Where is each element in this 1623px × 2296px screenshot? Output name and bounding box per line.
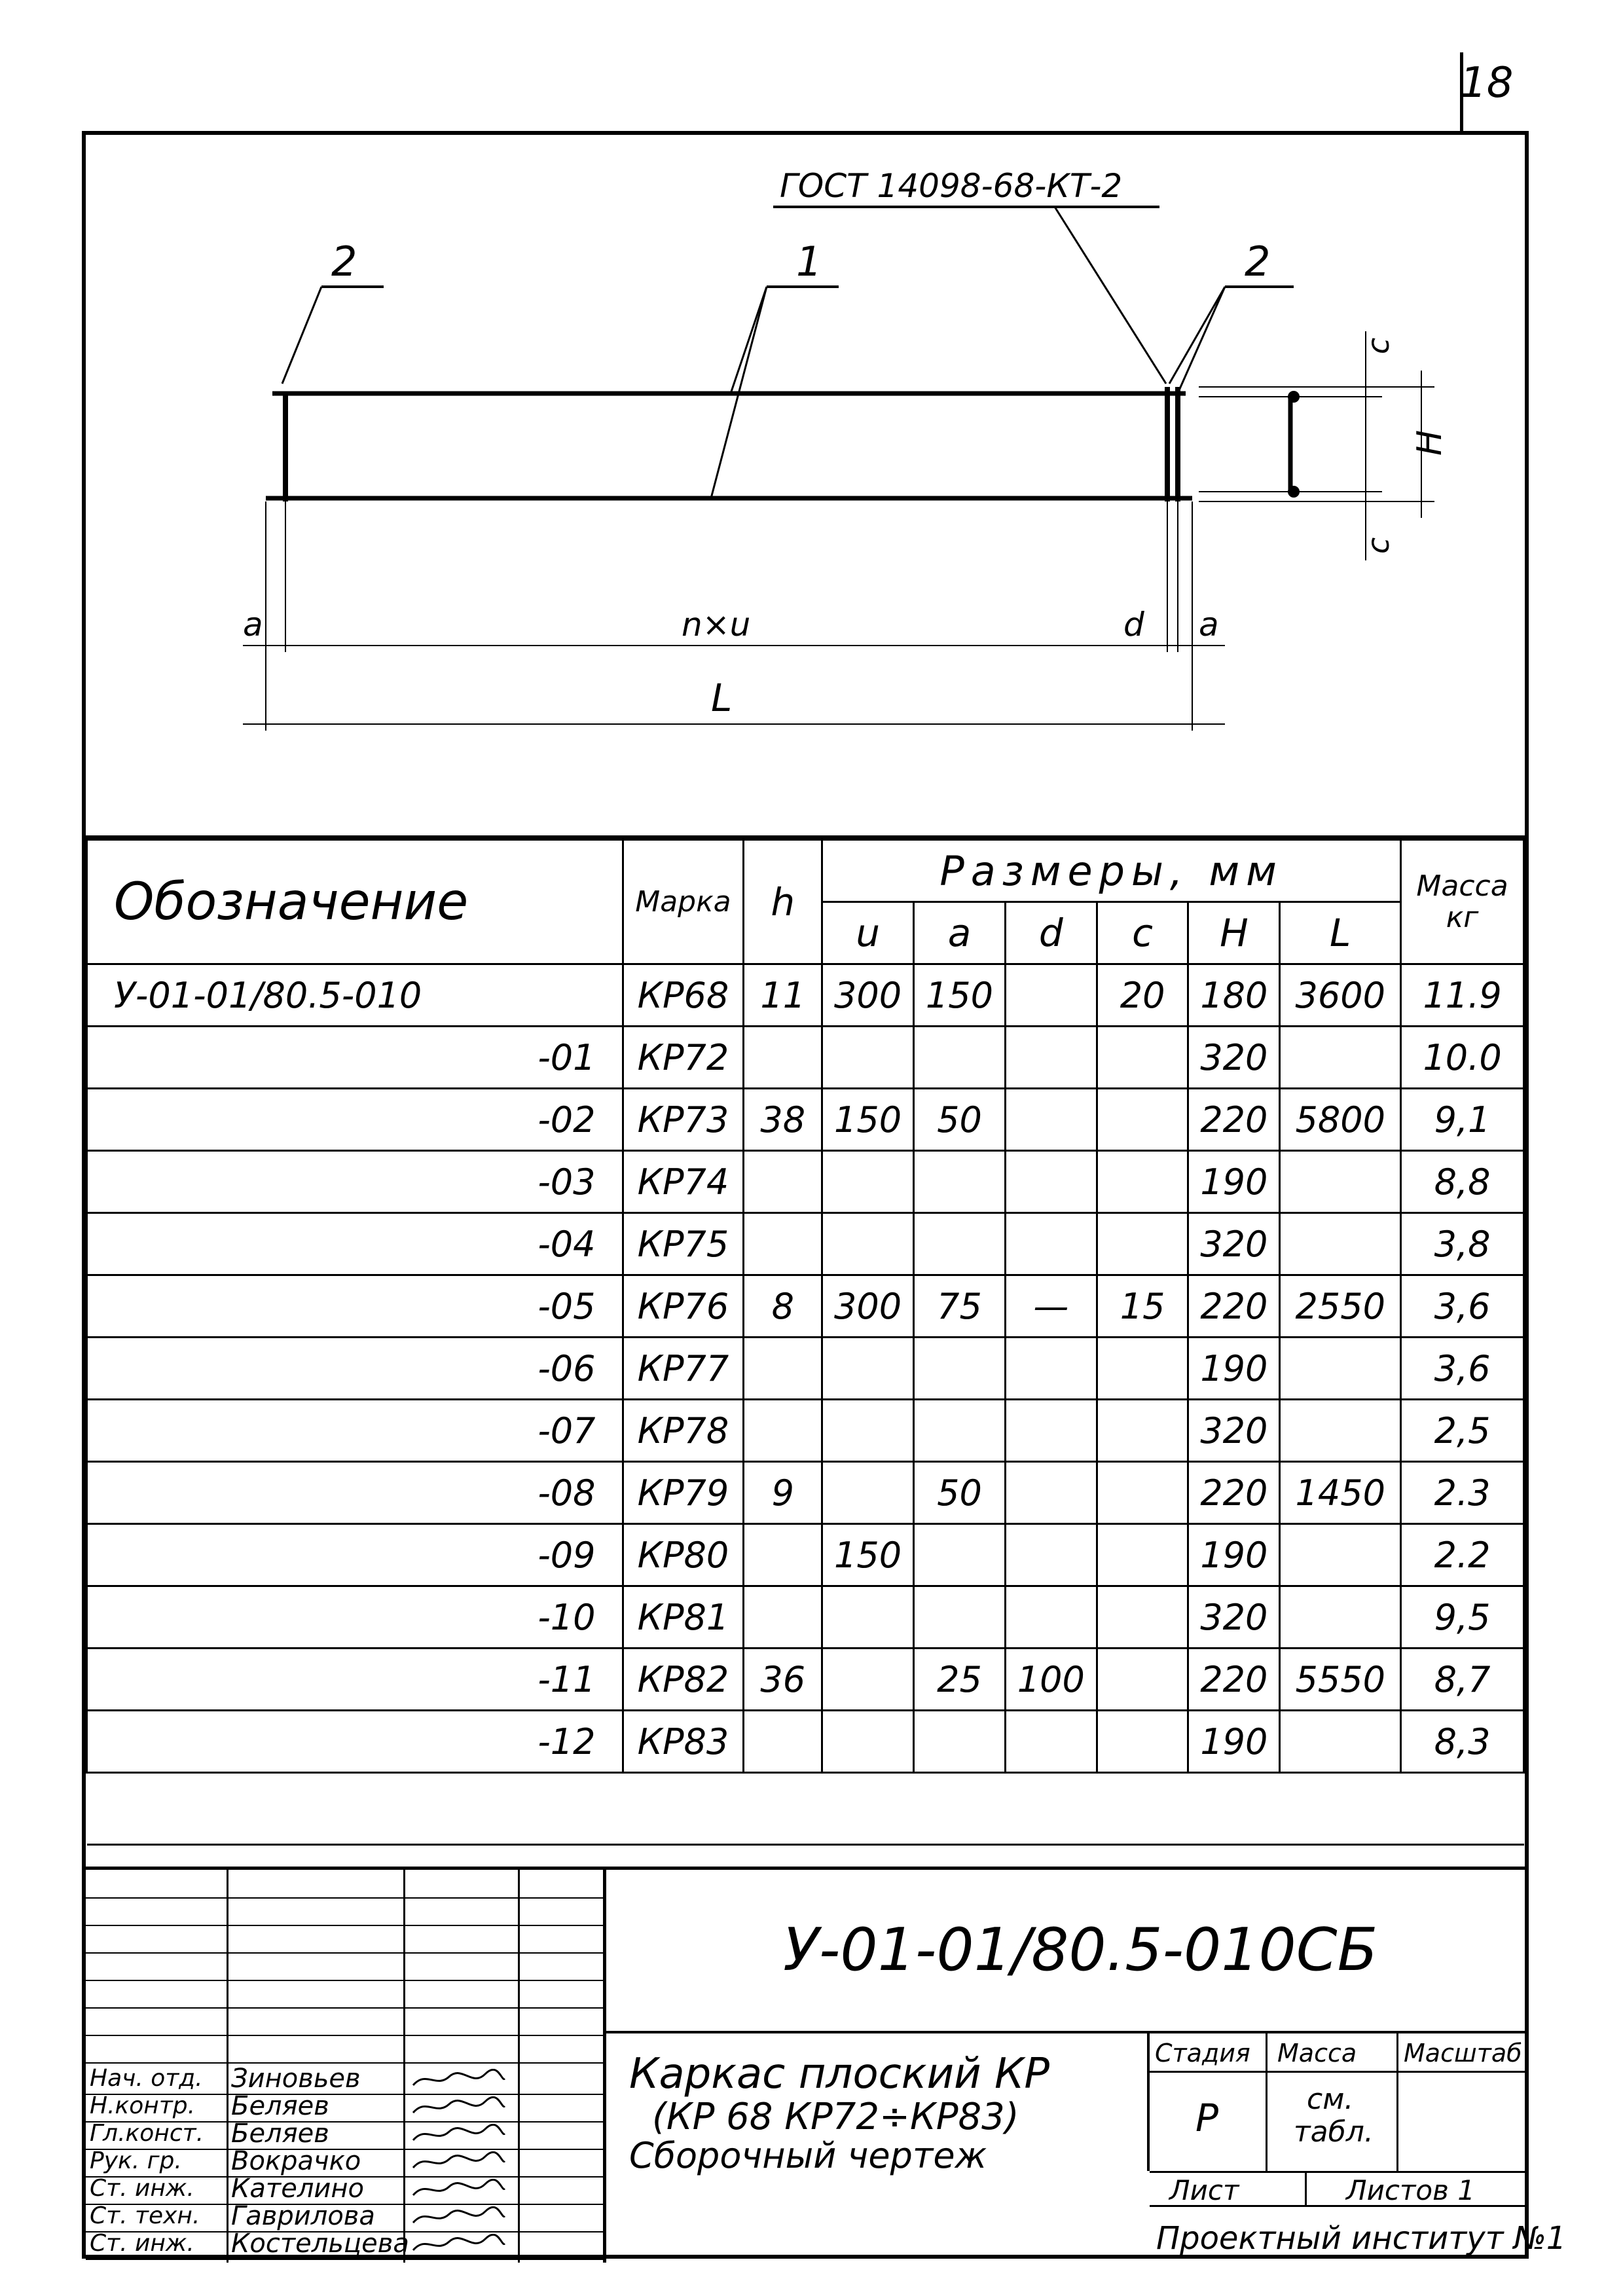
cell-designation: -11 xyxy=(87,1649,623,1711)
tb-name: Зиновьев xyxy=(231,2064,361,2094)
cell-designation: -12 xyxy=(87,1711,623,1773)
title-line-2: (КР 68 КР72÷КР83) xyxy=(652,2096,1019,2138)
cell-L: 5550 xyxy=(1280,1649,1401,1711)
mass-label: Масса xyxy=(1277,2039,1357,2068)
table-row xyxy=(87,1275,1524,1338)
cell-designation: -10 xyxy=(87,1586,623,1649)
cell-a xyxy=(914,1400,1006,1462)
cell-mark: КР78 xyxy=(623,1400,744,1462)
cell-H: 190 xyxy=(1188,1151,1280,1213)
cell-mass: 8,3 xyxy=(1401,1711,1524,1773)
cell-mark: КР81 xyxy=(623,1586,744,1649)
cell-H: 190 xyxy=(1188,1338,1280,1400)
cell-L xyxy=(1280,1400,1401,1462)
frame-drawing xyxy=(86,135,1525,835)
signature-mark xyxy=(410,2069,508,2094)
cell-mark: КР79 xyxy=(623,1462,744,1524)
dim-H: H xyxy=(1410,429,1450,456)
cell-c: 15 xyxy=(1097,1275,1188,1338)
cell-L: 2550 xyxy=(1280,1275,1401,1338)
cell-u: 300 xyxy=(822,964,914,1027)
cell-c xyxy=(1097,1711,1188,1773)
signature-mark xyxy=(410,2096,508,2121)
cell-u xyxy=(822,1338,914,1400)
cell-mass: 9,1 xyxy=(1401,1089,1524,1151)
cell-h xyxy=(744,1151,822,1213)
cell-h xyxy=(744,1338,822,1400)
cell-c xyxy=(1097,1089,1188,1151)
cell-mark: КР77 xyxy=(623,1338,744,1400)
cell-c xyxy=(1097,1027,1188,1089)
cell-mass: 3,6 xyxy=(1401,1275,1524,1338)
title-block-main xyxy=(603,1870,1567,2263)
cell-mark: КР83 xyxy=(623,1711,744,1773)
drawing-frame xyxy=(82,131,1567,2259)
cell-mark: КР72 xyxy=(623,1027,744,1089)
cell-u xyxy=(822,1462,914,1524)
table-row xyxy=(87,1089,1524,1151)
signature-mark xyxy=(410,2206,508,2231)
cell-a: 150 xyxy=(914,964,1006,1027)
cell-c xyxy=(1097,1213,1188,1275)
cell-H: 320 xyxy=(1188,1213,1280,1275)
cell-a xyxy=(914,1213,1006,1275)
dim-a-right: a xyxy=(1199,606,1219,644)
table-row xyxy=(87,1027,1524,1089)
mass-value-2: табл. xyxy=(1294,2115,1374,2149)
cell-designation: -06 xyxy=(87,1338,623,1400)
tb-role-row xyxy=(86,2231,603,2260)
cell-a xyxy=(914,1586,1006,1649)
cell-d xyxy=(1005,1586,1097,1649)
cell-h xyxy=(744,1524,822,1586)
header-h: h xyxy=(744,840,822,964)
cell-d xyxy=(1005,1089,1097,1151)
cell-u xyxy=(822,1649,914,1711)
cell-mass: 9,5 xyxy=(1401,1586,1524,1649)
cell-a: 25 xyxy=(914,1649,1006,1711)
cell-L xyxy=(1280,1213,1401,1275)
cell-mass: 3,6 xyxy=(1401,1338,1524,1400)
cell-u: 300 xyxy=(822,1275,914,1338)
cell-mass: 11.9 xyxy=(1401,964,1524,1027)
cell-a xyxy=(914,1027,1006,1089)
specification-table xyxy=(86,839,1525,1846)
sheets-label: Листов 1 xyxy=(1346,2174,1475,2206)
dim-d: d xyxy=(1123,606,1144,644)
cell-H: 220 xyxy=(1188,1649,1280,1711)
specification-rows xyxy=(87,964,1524,1845)
tb-empty-row xyxy=(86,2007,603,2036)
header-L: L xyxy=(1280,902,1401,964)
spacer-cell xyxy=(87,1773,1524,1845)
cell-u xyxy=(822,1711,914,1773)
cell-H: 180 xyxy=(1188,964,1280,1027)
cell-d xyxy=(1005,1338,1097,1400)
cell-a xyxy=(914,1338,1006,1400)
cell-L xyxy=(1280,1151,1401,1213)
title-block xyxy=(86,1867,1567,2266)
cell-designation: -03 xyxy=(87,1151,623,1213)
tb-empty-row xyxy=(86,1952,603,1981)
cell-c xyxy=(1097,1338,1188,1400)
cell-mass: 3,8 xyxy=(1401,1213,1524,1275)
dim-c-bottom: c xyxy=(1360,537,1396,554)
cell-mark: КР82 xyxy=(623,1649,744,1711)
dim-nxu: n×u xyxy=(682,606,751,644)
cell-H: 190 xyxy=(1188,1711,1280,1773)
callout-2-left: 2 xyxy=(331,238,357,285)
doc-code: У-01-01/80.5-010СБ xyxy=(783,1916,1378,1984)
cell-u xyxy=(822,1027,914,1089)
callout-2-right-leader-b xyxy=(1179,287,1225,390)
signature-mark xyxy=(410,2234,508,2259)
table-row xyxy=(87,1462,1524,1524)
dim-a-left: a xyxy=(243,606,263,644)
tb-role: Н.контр. xyxy=(90,2092,196,2119)
cell-designation: У-01-01/80.5-010 xyxy=(87,964,623,1027)
header-d: d xyxy=(1005,902,1097,964)
cell-c xyxy=(1097,1524,1188,1586)
tb-role: Гл.конст. xyxy=(90,2120,204,2147)
cell-mass: 2.2 xyxy=(1401,1524,1524,1586)
cell-designation: -04 xyxy=(87,1213,623,1275)
callout-2-left-leader xyxy=(282,287,321,384)
cell-u xyxy=(822,1213,914,1275)
cell-u xyxy=(822,1586,914,1649)
table-spacer-row xyxy=(87,1773,1524,1845)
cell-L xyxy=(1280,1586,1401,1649)
table-row xyxy=(87,1711,1524,1773)
tb-empty-row xyxy=(86,1870,603,1899)
cell-H: 190 xyxy=(1188,1524,1280,1586)
tb-name: Кателино xyxy=(231,2174,365,2204)
tb-empty-row xyxy=(86,1925,603,1954)
cell-mass: 8,7 xyxy=(1401,1649,1524,1711)
cell-L xyxy=(1280,1027,1401,1089)
cell-L xyxy=(1280,1338,1401,1400)
cell-designation: -07 xyxy=(87,1400,623,1462)
header-sizes: Размеры, мм xyxy=(822,840,1401,902)
cell-u: 150 xyxy=(822,1524,914,1586)
specification-table-area xyxy=(86,835,1525,1762)
cell-a: 50 xyxy=(914,1462,1006,1524)
table-row xyxy=(87,1524,1524,1586)
cell-a xyxy=(914,1151,1006,1213)
table-row xyxy=(87,1213,1524,1275)
cell-mass: 8,8 xyxy=(1401,1151,1524,1213)
cell-L: 5800 xyxy=(1280,1089,1401,1151)
cell-h: 38 xyxy=(744,1089,822,1151)
stage-label: Стадия xyxy=(1155,2039,1250,2068)
cell-mass: 2,5 xyxy=(1401,1400,1524,1462)
dim-L: L xyxy=(711,676,733,720)
cell-a xyxy=(914,1524,1006,1586)
gost-label: ГОСТ 14098-68-КТ-2 xyxy=(780,167,1123,205)
header-a: a xyxy=(914,902,1006,964)
cell-d xyxy=(1005,1151,1097,1213)
tb-name: Гаврилова xyxy=(231,2201,375,2231)
stage-value: Р xyxy=(1195,2096,1218,2140)
cell-c xyxy=(1097,1462,1188,1524)
cell-h xyxy=(744,1711,822,1773)
cell-c xyxy=(1097,1400,1188,1462)
cell-L xyxy=(1280,1524,1401,1586)
title-line-1: Каркас плоский КР xyxy=(629,2050,1049,2098)
cell-d xyxy=(1005,1400,1097,1462)
title-line-3: Сборочный чертеж xyxy=(629,2135,987,2176)
cell-c: 20 xyxy=(1097,964,1188,1027)
cell-H: 320 xyxy=(1188,1400,1280,1462)
cell-d xyxy=(1005,1711,1097,1773)
cell-d xyxy=(1005,1524,1097,1586)
cell-d xyxy=(1005,1462,1097,1524)
cell-h: 36 xyxy=(744,1649,822,1711)
gost-leader xyxy=(1055,207,1166,384)
callout-2-right-leader-a xyxy=(1169,287,1225,384)
cell-h: 11 xyxy=(744,964,822,1027)
cell-mark: КР75 xyxy=(623,1213,744,1275)
cell-mark: КР80 xyxy=(623,1524,744,1586)
cell-h: 8 xyxy=(744,1275,822,1338)
header-mass-unit: кг xyxy=(1446,900,1479,934)
tb-empty-row xyxy=(86,2035,603,2064)
cell-a xyxy=(914,1711,1006,1773)
tb-name: Беляев xyxy=(231,2119,329,2149)
cell-H: 220 xyxy=(1188,1089,1280,1151)
cell-d: — xyxy=(1005,1275,1097,1338)
cell-d xyxy=(1005,1027,1097,1089)
tb-name: Костельцева xyxy=(231,2229,409,2259)
header-mark: Марка xyxy=(623,840,744,964)
cell-c xyxy=(1097,1649,1188,1711)
signature-mark xyxy=(410,2124,508,2149)
cell-c xyxy=(1097,1151,1188,1213)
scale-label: Масштаб xyxy=(1404,2039,1522,2068)
cell-u xyxy=(822,1400,914,1462)
callout-2-right: 2 xyxy=(1245,238,1271,285)
cell-H: 320 xyxy=(1188,1027,1280,1089)
tb-name: Вокрачко xyxy=(231,2146,361,2176)
cell-L: 1450 xyxy=(1280,1462,1401,1524)
tb-name: Беляев xyxy=(231,2091,329,2121)
cell-designation: -01 xyxy=(87,1027,623,1089)
callout-1: 1 xyxy=(796,238,822,285)
tb-role: Рук. гр. xyxy=(90,2147,182,2174)
tb-empty-row xyxy=(86,1897,603,1926)
table-row xyxy=(87,964,1524,1027)
tb-role: Ст. техн. xyxy=(90,2202,200,2229)
table-row xyxy=(87,1338,1524,1400)
dim-c-top: c xyxy=(1360,337,1396,354)
callout-1-leader-a xyxy=(731,287,767,393)
sheet-label: Лист xyxy=(1169,2174,1239,2206)
header-designation: Обозначение xyxy=(87,840,623,964)
cell-a: 75 xyxy=(914,1275,1006,1338)
cell-mark: КР73 xyxy=(623,1089,744,1151)
table-row xyxy=(87,1151,1524,1213)
cell-h xyxy=(744,1027,822,1089)
header-mass-label: Масса xyxy=(1416,869,1508,903)
cell-u: 150 xyxy=(822,1089,914,1151)
cell-H: 320 xyxy=(1188,1586,1280,1649)
table-row xyxy=(87,1400,1524,1462)
cell-h xyxy=(744,1586,822,1649)
cell-designation: -05 xyxy=(87,1275,623,1338)
organization: Проектный институт №1 xyxy=(1156,2220,1567,2257)
drawing-area xyxy=(86,135,1525,835)
table-row xyxy=(87,1586,1524,1649)
cell-d: 100 xyxy=(1005,1649,1097,1711)
cell-mass: 2.3 xyxy=(1401,1462,1524,1524)
cell-u xyxy=(822,1151,914,1213)
cell-mark: КР74 xyxy=(623,1151,744,1213)
cell-designation: -02 xyxy=(87,1089,623,1151)
table-row xyxy=(87,1649,1524,1711)
tb-role: Ст. инж. xyxy=(90,2230,194,2257)
tb-role: Нач. отд. xyxy=(90,2065,203,2092)
cell-d xyxy=(1005,1213,1097,1275)
tb-role-row xyxy=(86,2091,603,2123)
cell-designation: -08 xyxy=(87,1462,623,1524)
cell-a: 50 xyxy=(914,1089,1006,1151)
header-c: c xyxy=(1097,902,1188,964)
tb-role-row xyxy=(86,2066,603,2095)
signature-mark xyxy=(410,2179,508,2204)
title-block-signatures xyxy=(86,1870,603,2263)
cell-mark: КР68 xyxy=(623,964,744,1027)
cell-c xyxy=(1097,1586,1188,1649)
cell-h: 9 xyxy=(744,1462,822,1524)
cell-L: 3600 xyxy=(1280,964,1401,1027)
tb-role: Ст. инж. xyxy=(90,2175,194,2202)
cell-mass: 10.0 xyxy=(1401,1027,1524,1089)
header-u: u xyxy=(822,902,914,964)
header-mass xyxy=(1401,840,1524,964)
cell-mark: КР76 xyxy=(623,1275,744,1338)
header-H: H xyxy=(1188,902,1280,964)
cell-L xyxy=(1280,1711,1401,1773)
mass-value-1: см. xyxy=(1307,2083,1354,2116)
sheet-number: 18 xyxy=(1460,59,1514,107)
cell-H: 220 xyxy=(1188,1462,1280,1524)
cell-h xyxy=(744,1213,822,1275)
cell-h xyxy=(744,1400,822,1462)
signature-mark xyxy=(410,2151,508,2176)
cell-d xyxy=(1005,964,1097,1027)
cell-H: 220 xyxy=(1188,1275,1280,1338)
tb-empty-row xyxy=(86,1980,603,2009)
cell-designation: -09 xyxy=(87,1524,623,1586)
